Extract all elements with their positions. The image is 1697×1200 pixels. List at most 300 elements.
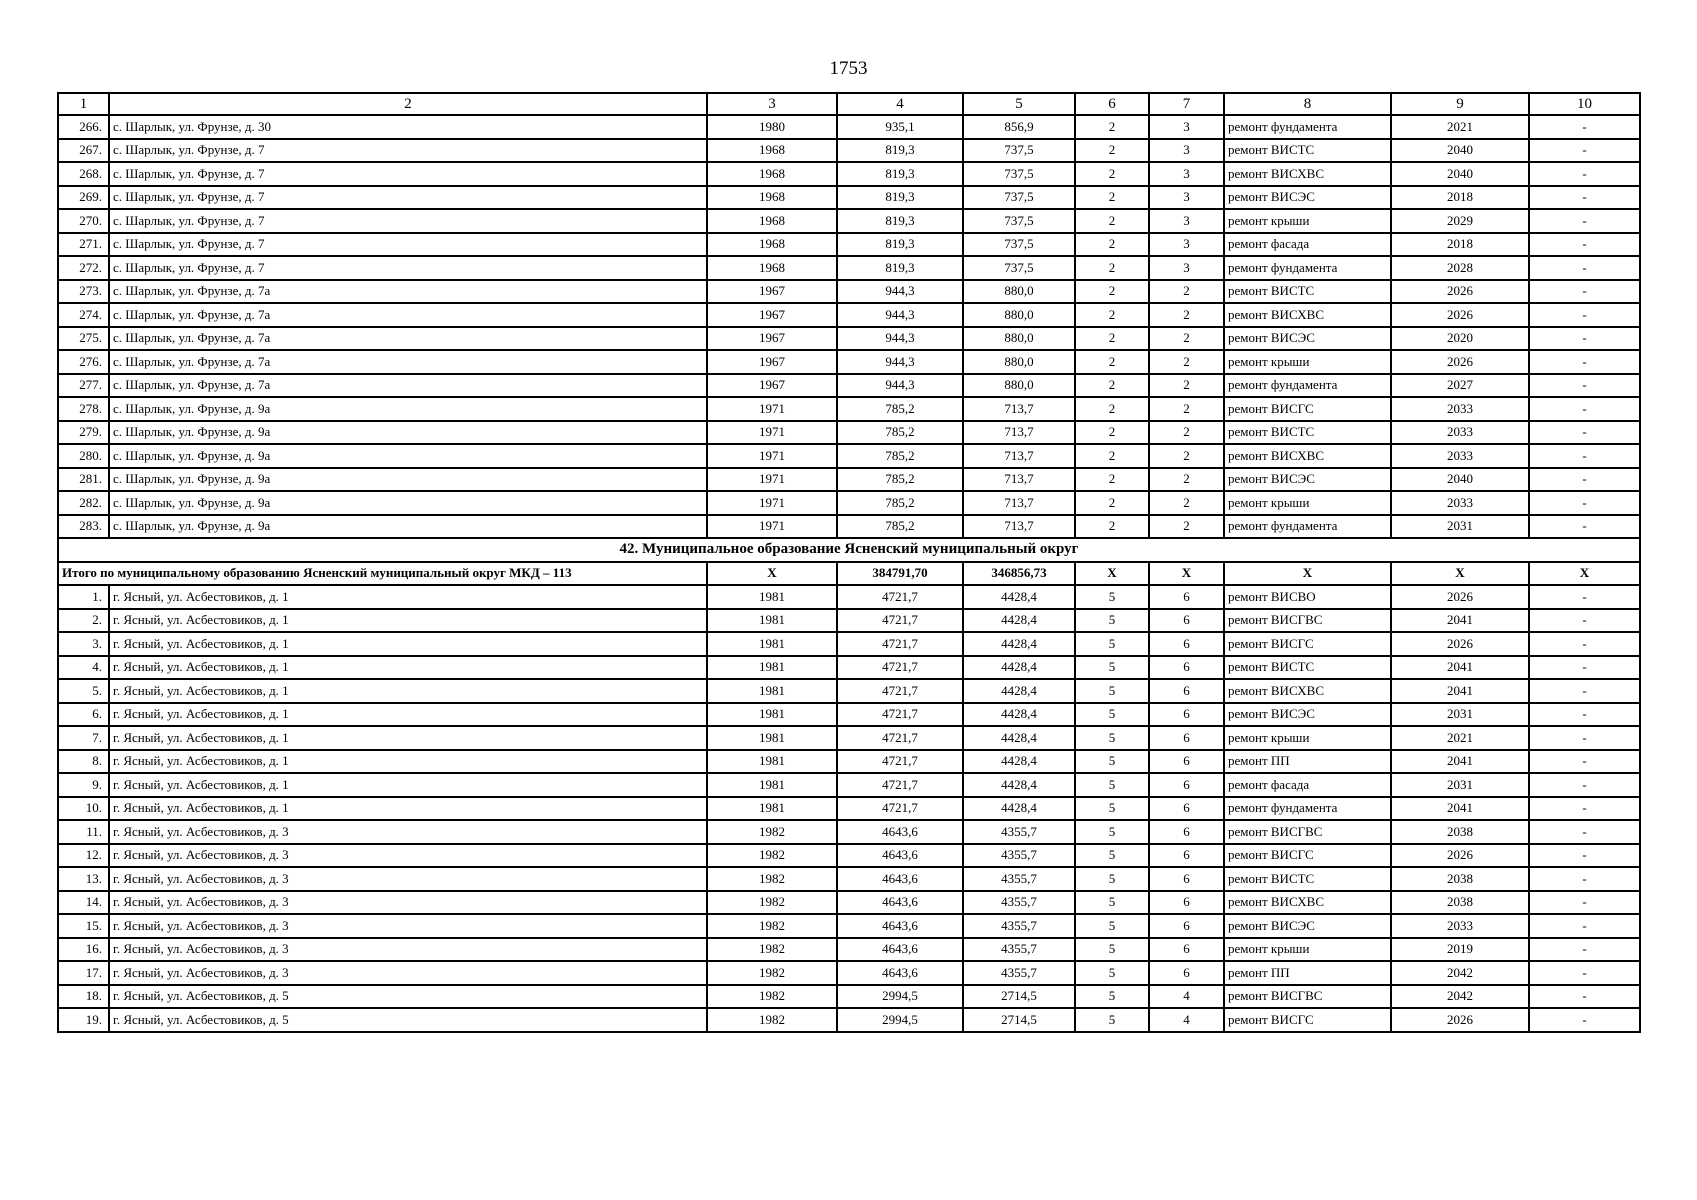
row-number: 8.	[58, 750, 109, 774]
total-area-cell: 935,1	[837, 115, 963, 139]
entrances-cell: 3	[1149, 233, 1224, 257]
table-row	[58, 914, 1640, 938]
plan-year-cell: 2031	[1391, 773, 1529, 797]
year-cell: 1971	[707, 444, 837, 468]
year-cell: 1980	[707, 115, 837, 139]
row-number: 273.	[58, 280, 109, 304]
entrances-cell: 2	[1149, 468, 1224, 492]
total-cell: Х	[1391, 562, 1529, 586]
table-row	[58, 491, 1640, 515]
address-cell: г. Ясный, ул. Асбестовиков, д. 3	[109, 867, 707, 891]
address-cell: г. Ясный, ул. Асбестовиков, д. 1	[109, 632, 707, 656]
living-area-cell: 4355,7	[963, 914, 1075, 938]
row-number: 283.	[58, 515, 109, 539]
total-area-cell: 4643,6	[837, 938, 963, 962]
total-cell: Х	[1075, 562, 1149, 586]
row-number: 2.	[58, 609, 109, 633]
living-area-cell: 713,7	[963, 491, 1075, 515]
rows-after-section	[58, 585, 1640, 1032]
entrances-cell: 3	[1149, 115, 1224, 139]
year-cell: 1982	[707, 844, 837, 868]
year-cell: 1971	[707, 491, 837, 515]
address-cell: с. Шарлык, ул. Фрунзе, д. 7а	[109, 303, 707, 327]
table-row	[58, 280, 1640, 304]
total-area-cell: 4721,7	[837, 679, 963, 703]
row-number: 278.	[58, 397, 109, 421]
address-cell: г. Ясный, ул. Асбестовиков, д. 3	[109, 820, 707, 844]
year-cell: 1981	[707, 679, 837, 703]
work-type-cell: ремонт ВИСТС	[1224, 421, 1391, 445]
entrances-cell: 3	[1149, 139, 1224, 163]
note-cell: -	[1529, 186, 1640, 210]
floors-cell: 5	[1075, 891, 1149, 915]
row-number: 270.	[58, 209, 109, 233]
note-cell: -	[1529, 515, 1640, 539]
address-cell: г. Ясный, ул. Асбестовиков, д. 1	[109, 750, 707, 774]
floors-cell: 2	[1075, 233, 1149, 257]
table-row	[58, 703, 1640, 727]
floors-cell: 5	[1075, 585, 1149, 609]
note-cell: -	[1529, 867, 1640, 891]
year-cell: 1982	[707, 891, 837, 915]
plan-year-cell: 2033	[1391, 444, 1529, 468]
work-type-cell: ремонт ВИСХВС	[1224, 891, 1391, 915]
work-type-cell: ремонт ВИСГВС	[1224, 985, 1391, 1009]
note-cell: -	[1529, 632, 1640, 656]
table-row	[58, 468, 1640, 492]
entrances-cell: 6	[1149, 585, 1224, 609]
address-cell: с. Шарлык, ул. Фрунзе, д. 9а	[109, 444, 707, 468]
note-cell: -	[1529, 656, 1640, 680]
living-area-cell: 713,7	[963, 421, 1075, 445]
floors-cell: 5	[1075, 867, 1149, 891]
note-cell: -	[1529, 233, 1640, 257]
total-area-cell: 944,3	[837, 350, 963, 374]
page-number: 1753	[829, 58, 868, 79]
address-cell: г. Ясный, ул. Асбестовиков, д. 5	[109, 985, 707, 1009]
work-type-cell: ремонт крыши	[1224, 726, 1391, 750]
plan-year-cell: 2040	[1391, 162, 1529, 186]
note-cell: -	[1529, 985, 1640, 1009]
floors-cell: 5	[1075, 914, 1149, 938]
work-type-cell: ремонт ВИСТС	[1224, 867, 1391, 891]
note-cell: -	[1529, 139, 1640, 163]
row-number: 279.	[58, 421, 109, 445]
year-cell: 1982	[707, 867, 837, 891]
work-type-cell: ремонт ВИСХВС	[1224, 679, 1391, 703]
living-area-cell: 880,0	[963, 280, 1075, 304]
work-type-cell: ремонт крыши	[1224, 350, 1391, 374]
note-cell: -	[1529, 280, 1640, 304]
total-area-cell: 819,3	[837, 209, 963, 233]
plan-year-cell: 2041	[1391, 609, 1529, 633]
note-cell: -	[1529, 209, 1640, 233]
table-row	[58, 186, 1640, 210]
floors-cell: 5	[1075, 820, 1149, 844]
year-cell: 1981	[707, 585, 837, 609]
note-cell: -	[1529, 491, 1640, 515]
total-area-cell: 944,3	[837, 280, 963, 304]
row-number: 11.	[58, 820, 109, 844]
note-cell: -	[1529, 938, 1640, 962]
living-area-cell: 880,0	[963, 303, 1075, 327]
total-area-cell: 785,2	[837, 468, 963, 492]
entrances-cell: 4	[1149, 1008, 1224, 1032]
total-area-cell: 819,3	[837, 233, 963, 257]
capital-repair-table	[57, 92, 1641, 1033]
table-row	[58, 585, 1640, 609]
table-row	[58, 350, 1640, 374]
section-row	[58, 538, 1640, 562]
note-cell: -	[1529, 1008, 1640, 1032]
address-cell: с. Шарлык, ул. Фрунзе, д. 9а	[109, 397, 707, 421]
floors-cell: 2	[1075, 468, 1149, 492]
note-cell: -	[1529, 609, 1640, 633]
year-cell: 1968	[707, 209, 837, 233]
table-row	[58, 115, 1640, 139]
entrances-cell: 2	[1149, 444, 1224, 468]
total-area-cell: 2994,5	[837, 1008, 963, 1032]
note-cell: -	[1529, 350, 1640, 374]
living-area-cell: 737,5	[963, 209, 1075, 233]
total-area-cell: 785,2	[837, 491, 963, 515]
address-cell: г. Ясный, ул. Асбестовиков, д. 3	[109, 891, 707, 915]
living-area-cell: 4428,4	[963, 632, 1075, 656]
floors-cell: 5	[1075, 703, 1149, 727]
total-row	[58, 562, 1640, 586]
year-cell: 1981	[707, 632, 837, 656]
row-number: 5.	[58, 679, 109, 703]
work-type-cell: ремонт фундамента	[1224, 515, 1391, 539]
address-cell: с. Шарлык, ул. Фрунзе, д. 7	[109, 162, 707, 186]
total-area-cell: 4721,7	[837, 632, 963, 656]
year-cell: 1968	[707, 233, 837, 257]
entrances-cell: 3	[1149, 186, 1224, 210]
note-cell: -	[1529, 256, 1640, 280]
note-cell: -	[1529, 961, 1640, 985]
living-area-cell: 737,5	[963, 186, 1075, 210]
entrances-cell: 6	[1149, 797, 1224, 821]
total-area-cell: 4721,7	[837, 609, 963, 633]
address-cell: с. Шарлык, ул. Фрунзе, д. 7а	[109, 350, 707, 374]
total-area-cell: 4721,7	[837, 703, 963, 727]
column-header: 2	[109, 93, 707, 115]
address-cell: с. Шарлык, ул. Фрунзе, д. 7а	[109, 374, 707, 398]
plan-year-cell: 2040	[1391, 468, 1529, 492]
work-type-cell: ремонт ВИСТС	[1224, 280, 1391, 304]
plan-year-cell: 2026	[1391, 844, 1529, 868]
year-cell: 1967	[707, 350, 837, 374]
plan-year-cell: 2031	[1391, 703, 1529, 727]
floors-cell: 2	[1075, 491, 1149, 515]
floors-cell: 5	[1075, 797, 1149, 821]
year-cell: 1968	[707, 162, 837, 186]
plan-year-cell: 2041	[1391, 656, 1529, 680]
note-cell: -	[1529, 162, 1640, 186]
year-cell: 1967	[707, 303, 837, 327]
work-type-cell: ремонт крыши	[1224, 491, 1391, 515]
note-cell: -	[1529, 914, 1640, 938]
note-cell: -	[1529, 374, 1640, 398]
entrances-cell: 2	[1149, 491, 1224, 515]
note-cell: -	[1529, 421, 1640, 445]
address-cell: с. Шарлык, ул. Фрунзе, д. 7	[109, 233, 707, 257]
year-cell: 1981	[707, 703, 837, 727]
plan-year-cell: 2026	[1391, 303, 1529, 327]
address-cell: с. Шарлык, ул. Фрунзе, д. 30	[109, 115, 707, 139]
entrances-cell: 3	[1149, 256, 1224, 280]
living-area-cell: 880,0	[963, 327, 1075, 351]
floors-cell: 2	[1075, 162, 1149, 186]
entrances-cell: 2	[1149, 374, 1224, 398]
entrances-cell: 6	[1149, 632, 1224, 656]
address-cell: г. Ясный, ул. Асбестовиков, д. 3	[109, 844, 707, 868]
floors-cell: 2	[1075, 139, 1149, 163]
plan-year-cell: 2042	[1391, 961, 1529, 985]
living-area-cell: 4428,4	[963, 773, 1075, 797]
floors-cell: 5	[1075, 750, 1149, 774]
note-cell: -	[1529, 820, 1640, 844]
total-area-cell: 4721,7	[837, 773, 963, 797]
address-cell: с. Шарлык, ул. Фрунзе, д. 7	[109, 256, 707, 280]
work-type-cell: ремонт ВИСЭС	[1224, 703, 1391, 727]
address-cell: г. Ясный, ул. Асбестовиков, д. 1	[109, 773, 707, 797]
address-cell: г. Ясный, ул. Асбестовиков, д. 1	[109, 797, 707, 821]
total-area-cell: 2994,5	[837, 985, 963, 1009]
address-cell: с. Шарлык, ул. Фрунзе, д. 7	[109, 209, 707, 233]
table-row	[58, 985, 1640, 1009]
total-area-cell: 785,2	[837, 444, 963, 468]
year-cell: 1982	[707, 938, 837, 962]
note-cell: -	[1529, 891, 1640, 915]
row-number: 280.	[58, 444, 109, 468]
table-row	[58, 609, 1640, 633]
column-number-row	[58, 93, 1640, 115]
plan-year-cell: 2033	[1391, 914, 1529, 938]
living-area-cell: 4355,7	[963, 820, 1075, 844]
total-area-cell: 4643,6	[837, 961, 963, 985]
work-type-cell: ремонт ВИСГС	[1224, 397, 1391, 421]
living-area-cell: 713,7	[963, 444, 1075, 468]
entrances-cell: 2	[1149, 350, 1224, 374]
living-area-cell: 4355,7	[963, 844, 1075, 868]
floors-cell: 2	[1075, 350, 1149, 374]
address-cell: г. Ясный, ул. Асбестовиков, д. 3	[109, 961, 707, 985]
work-type-cell: ремонт ВИСЭС	[1224, 186, 1391, 210]
note-cell: -	[1529, 468, 1640, 492]
entrances-cell: 6	[1149, 679, 1224, 703]
column-header: 5	[963, 93, 1075, 115]
work-type-cell: ремонт ВИСГС	[1224, 844, 1391, 868]
note-cell: -	[1529, 397, 1640, 421]
living-area-cell: 737,5	[963, 233, 1075, 257]
entrances-cell: 2	[1149, 515, 1224, 539]
year-cell: 1981	[707, 750, 837, 774]
plan-year-cell: 2018	[1391, 233, 1529, 257]
plan-year-cell: 2026	[1391, 280, 1529, 304]
living-area-cell: 713,7	[963, 515, 1075, 539]
entrances-cell: 6	[1149, 773, 1224, 797]
floors-cell: 2	[1075, 397, 1149, 421]
table-row	[58, 233, 1640, 257]
work-type-cell: ремонт ВИСХВС	[1224, 444, 1391, 468]
floors-cell: 2	[1075, 374, 1149, 398]
column-header: 1	[58, 93, 109, 115]
row-number: 276.	[58, 350, 109, 374]
plan-year-cell: 2033	[1391, 491, 1529, 515]
total-area-cell: 785,2	[837, 515, 963, 539]
row-number: 271.	[58, 233, 109, 257]
entrances-cell: 6	[1149, 656, 1224, 680]
row-number: 1.	[58, 585, 109, 609]
floors-cell: 2	[1075, 256, 1149, 280]
total-cell: Х	[1224, 562, 1391, 586]
work-type-cell: ремонт ВИСЭС	[1224, 327, 1391, 351]
living-area-cell: 4428,4	[963, 609, 1075, 633]
total-area-cell: 819,3	[837, 139, 963, 163]
entrances-cell: 6	[1149, 750, 1224, 774]
year-cell: 1968	[707, 256, 837, 280]
plan-year-cell: 2040	[1391, 139, 1529, 163]
note-cell: -	[1529, 679, 1640, 703]
plan-year-cell: 2029	[1391, 209, 1529, 233]
plan-year-cell: 2038	[1391, 867, 1529, 891]
table-row	[58, 961, 1640, 985]
year-cell: 1982	[707, 1008, 837, 1032]
floors-cell: 5	[1075, 726, 1149, 750]
living-area-cell: 737,5	[963, 162, 1075, 186]
work-type-cell: ремонт ВИСВО	[1224, 585, 1391, 609]
table-row	[58, 726, 1640, 750]
living-area-cell: 4428,4	[963, 750, 1075, 774]
total-cell: Х	[707, 562, 837, 586]
living-area-cell: 4355,7	[963, 867, 1075, 891]
table-row	[58, 421, 1640, 445]
living-area-cell: 880,0	[963, 374, 1075, 398]
total-area-cell: 4721,7	[837, 585, 963, 609]
table-row	[58, 820, 1640, 844]
year-cell: 1982	[707, 914, 837, 938]
table-row	[58, 209, 1640, 233]
work-type-cell: ремонт фундамента	[1224, 797, 1391, 821]
table-row	[58, 162, 1640, 186]
plan-year-cell: 2026	[1391, 585, 1529, 609]
total-area-cell: 4643,6	[837, 867, 963, 891]
plan-year-cell: 2041	[1391, 750, 1529, 774]
row-number: 15.	[58, 914, 109, 938]
year-cell: 1981	[707, 797, 837, 821]
row-number: 272.	[58, 256, 109, 280]
entrances-cell: 3	[1149, 209, 1224, 233]
floors-cell: 5	[1075, 1008, 1149, 1032]
floors-cell: 2	[1075, 280, 1149, 304]
work-type-cell: ремонт ВИСЭС	[1224, 914, 1391, 938]
floors-cell: 5	[1075, 961, 1149, 985]
entrances-cell: 6	[1149, 961, 1224, 985]
table-row	[58, 844, 1640, 868]
plan-year-cell: 2033	[1391, 421, 1529, 445]
entrances-cell: 2	[1149, 280, 1224, 304]
entrances-cell: 6	[1149, 820, 1224, 844]
row-number: 9.	[58, 773, 109, 797]
floors-cell: 5	[1075, 656, 1149, 680]
living-area-cell: 737,5	[963, 256, 1075, 280]
entrances-cell: 6	[1149, 703, 1224, 727]
total-cell: 384791,70	[837, 562, 963, 586]
address-cell: г. Ясный, ул. Асбестовиков, д. 1	[109, 609, 707, 633]
living-area-cell: 2714,5	[963, 1008, 1075, 1032]
table-row	[58, 750, 1640, 774]
plan-year-cell: 2026	[1391, 350, 1529, 374]
plan-year-cell: 2026	[1391, 1008, 1529, 1032]
table-row	[58, 797, 1640, 821]
column-header: 9	[1391, 93, 1529, 115]
entrances-cell: 3	[1149, 162, 1224, 186]
floors-cell: 2	[1075, 115, 1149, 139]
plan-year-cell: 2038	[1391, 820, 1529, 844]
entrances-cell: 2	[1149, 303, 1224, 327]
floors-cell: 2	[1075, 327, 1149, 351]
note-cell: -	[1529, 444, 1640, 468]
plan-year-cell: 2018	[1391, 186, 1529, 210]
note-cell: -	[1529, 797, 1640, 821]
row-number: 267.	[58, 139, 109, 163]
work-type-cell: ремонт фасада	[1224, 233, 1391, 257]
total-area-cell: 4721,7	[837, 750, 963, 774]
work-type-cell: ремонт ВИСХВС	[1224, 303, 1391, 327]
work-type-cell: ремонт ВИСТС	[1224, 656, 1391, 680]
row-number: 277.	[58, 374, 109, 398]
plan-year-cell: 2021	[1391, 726, 1529, 750]
year-cell: 1967	[707, 327, 837, 351]
living-area-cell: 4355,7	[963, 938, 1075, 962]
plan-year-cell: 2021	[1391, 115, 1529, 139]
plan-year-cell: 2027	[1391, 374, 1529, 398]
living-area-cell: 4355,7	[963, 961, 1075, 985]
row-number: 18.	[58, 985, 109, 1009]
floors-cell: 5	[1075, 609, 1149, 633]
entrances-cell: 6	[1149, 914, 1224, 938]
work-type-cell: ремонт крыши	[1224, 209, 1391, 233]
total-cell: Х	[1149, 562, 1224, 586]
work-type-cell: ремонт ПП	[1224, 750, 1391, 774]
address-cell: г. Ясный, ул. Асбестовиков, д. 3	[109, 938, 707, 962]
work-type-cell: ремонт фасада	[1224, 773, 1391, 797]
total-area-cell: 4721,7	[837, 797, 963, 821]
address-cell: г. Ясный, ул. Асбестовиков, д. 1	[109, 703, 707, 727]
address-cell: с. Шарлык, ул. Фрунзе, д. 7	[109, 139, 707, 163]
living-area-cell: 713,7	[963, 397, 1075, 421]
row-number: 16.	[58, 938, 109, 962]
work-type-cell: ремонт фундамента	[1224, 374, 1391, 398]
year-cell: 1968	[707, 186, 837, 210]
row-number: 12.	[58, 844, 109, 868]
floors-cell: 2	[1075, 515, 1149, 539]
year-cell: 1982	[707, 820, 837, 844]
table-row	[58, 867, 1640, 891]
work-type-cell: ремонт ВИСГС	[1224, 632, 1391, 656]
total-cell: 346856,73	[963, 562, 1075, 586]
floors-cell: 2	[1075, 421, 1149, 445]
row-number: 266.	[58, 115, 109, 139]
entrances-cell: 6	[1149, 891, 1224, 915]
plan-year-cell: 2026	[1391, 632, 1529, 656]
address-cell: с. Шарлык, ул. Фрунзе, д. 9а	[109, 468, 707, 492]
row-number: 275.	[58, 327, 109, 351]
entrances-cell: 4	[1149, 985, 1224, 1009]
living-area-cell: 4428,4	[963, 726, 1075, 750]
total-area-cell: 4643,6	[837, 844, 963, 868]
